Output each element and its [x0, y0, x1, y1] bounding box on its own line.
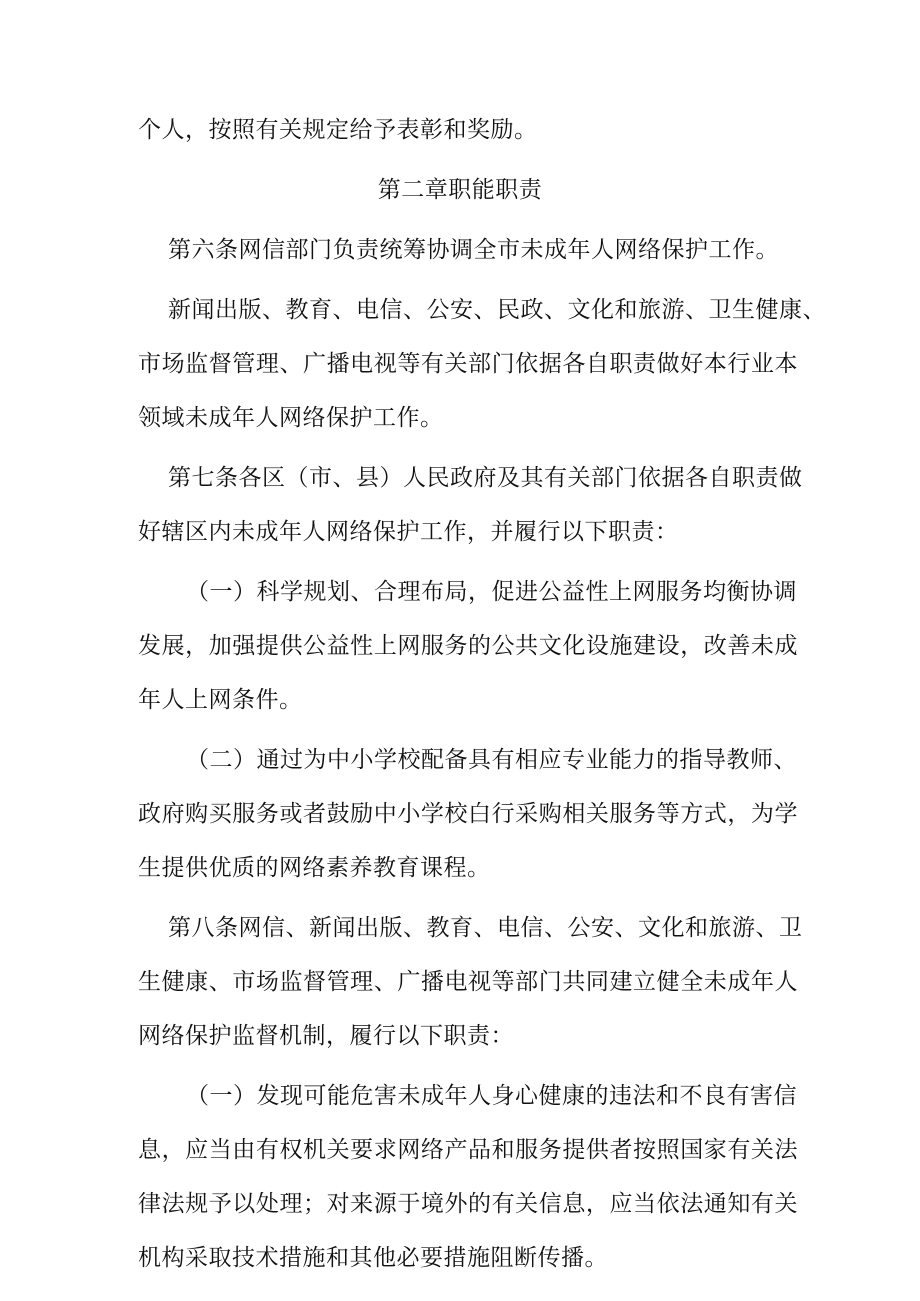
list-item-line: （二）通过为中小学校配备具有相应专业能力的指导教师、 — [186, 747, 797, 773]
paragraph-line: 好辖区内未成年人网络保护工作，并履行以下职责： — [138, 519, 679, 545]
paragraph-line: 生提供优质的网络素养教育课程。 — [138, 855, 491, 881]
list-item-line: （一）发现可能危害未成年人身心健康的违法和不良有害信 — [186, 1083, 797, 1109]
paragraph-line: 个人，按照有关规定给予表彰和奖励。 — [138, 117, 538, 143]
paragraph-line: 年人上网条件。 — [138, 687, 303, 713]
article-6-line: 第六条网信部门负责统筹协调全市未成年人网络保护工作。 — [168, 237, 779, 263]
paragraph-line: 生健康、市场监督管理、广播电视等部门共同建立健全未成年人 — [138, 969, 798, 995]
paragraph-line: 息，应当由有权机关要求网络产品和服务提供者按照国家有关法 — [138, 1137, 798, 1163]
paragraph-line: 领域未成年人网络保护工作。 — [138, 405, 444, 431]
paragraph-line: 机构采取技术措施和其他必要措施阻断传播。 — [138, 1245, 608, 1271]
article-8-line: 第八条网信、新闻出版、教育、电信、公安、文化和旅游、卫 — [168, 915, 803, 941]
paragraph-line: 市场监督管理、广播电视等有关部门依据各自职责做好本行业本 — [138, 351, 798, 377]
paragraph-line: 发展，加强提供公益性上网服务的公共文化设施建设，改善未成 — [138, 633, 798, 659]
chapter-heading: 第二章职能职责 — [377, 177, 543, 203]
list-item-line: （一）科学规划、合理布局，促进公益性上网服务均衡协调 — [186, 579, 797, 605]
paragraph-line: 新闻出版、教育、电信、公安、民政、文化和旅游、卫生健康、 — [168, 297, 826, 323]
article-7-line: 第七条各区（市、县）人民政府及其有关部门依据各自职责做 — [168, 465, 803, 491]
paragraph-line: 律法规予以处理；对来源于境外的有关信息，应当依法通知有关 — [138, 1191, 798, 1217]
paragraph-line: 政府购买服务或者鼓励中小学校白行采购相关服务等方式，为学 — [138, 801, 798, 827]
paragraph-line: 网络保护监督机制，履行以下职责： — [138, 1023, 514, 1049]
